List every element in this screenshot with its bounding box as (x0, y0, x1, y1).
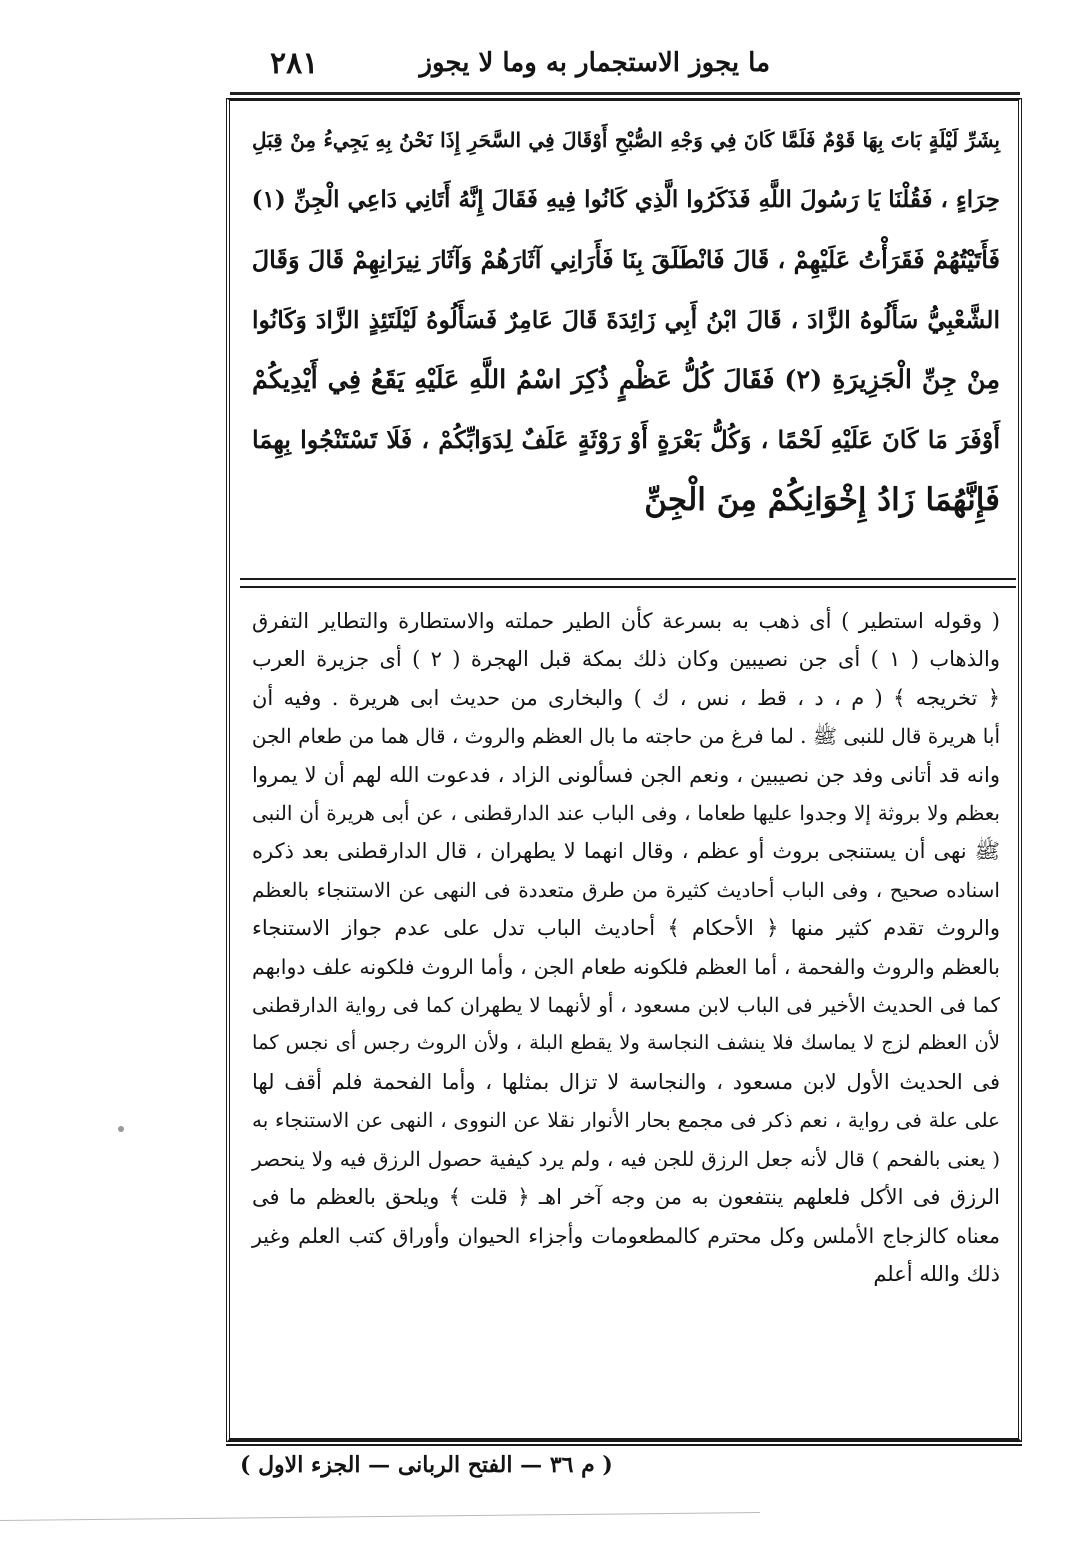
commentary-line: ﷺ نهى أن يستنجى بروث أو عظم ، وقال انهما لا يطهران ، قال الدارقطنى بعد ذكره (252, 839, 1000, 864)
commentary-line: اسناده صحيح ، وفى الباب أحاديث كثيرة من طرق متعددة فى النهى عن الاستنجاء بالعظم (252, 877, 1000, 902)
commentary-line: ﴿ تخريجه ﴾ ( م ، د ، قط ، نس ، ك ) والبخارى من حديث ابى هريرة . وفيه أن (252, 685, 1000, 710)
commentary-line: أبا هريرة قال للنبى ﷺ . لما فرغ من حاجته ما بال العظم والروث ، قال هما من طعام الجن (251, 724, 1000, 749)
commentary-line: الرزق فى الأكل فلعلهم ينتفعون به من وجه آخر اهـ ﴿ قلت ﴾ ويلحق بالعظم ما فى (252, 1185, 1000, 1210)
commentary-line: على علة فى رواية ، نعم ذكر فى مجمع بحار الأنوار نقلا عن النووى ، النهى عن الاستنجاء به (252, 1108, 1000, 1133)
commentary-line: والروث تقدم كثير منها ﴿ الأحكام ﴾ أحاديث الباب تدل على عدم جواز الاستنجاء (252, 916, 1000, 941)
commentary-line: والذهاب ( ١ ) أى جن نصيبين وكان ذلك بمكة قبل الهجرة ( ٢ ) أى جزيرة العرب (252, 647, 1000, 672)
commentary-line: بعظم ولا بروثة إلا وجدوا عليها طعاما ، وفى الباب عند الدارقطنى ، عن أبى هريرة أن النبى (252, 801, 1000, 826)
commentary-line: ( وقوله استطير ) أى ذهب به بسرعة كأن الطير حملته والاستطارة والتطاير التفرق (252, 609, 1000, 633)
hadith-line: بِشَرِّ لَيْلَةٍ بَاتَ بِهَا قَوْمٌ فَلَمَّا كَانَ فِي وَجْهِ الصُّبْحِ أَوْقَالَ فِي السَّحَرِ إِذَا نَحْنُ بِهِ يَجِيءُ مِنْ قِبَلِ (252, 128, 1000, 152)
hadith-line: حِرَاءٍ ، فَقُلْنَا يَا رَسُولَ اللَّهِ فَذَكَرُوا الَّذِي كَانُوا فِيهِ فَقَالَ إِنَّهُ أَتَانِي دَاعِي الْجِنِّ (١) (251, 186, 1000, 213)
commentary-line: ( يعنى بالفحم ) قال لأنه جعل الرزق للجن فيه ، ولم يرد كيفية حصول الرزق فيه ولا ينحصر (252, 1146, 1000, 1171)
bottom-rule (226, 1444, 1022, 1446)
commentary-line: فى الحديث الأول لابن مسعود ، والنجاسة لا تزال بمثلها ، وأما الفحمة فلم أقف لها (252, 1069, 1000, 1094)
commentary-line: لأن العظم لزج لا يماسك فلا ينشف النجاسة ولا يقطع البلة ، ولأن الروث رجس أى نجس كما (252, 1031, 1000, 1055)
hadith-line: أَوْفَرَ مَا كَانَ عَلَيْهِ لَحْمًا ، وَكُلُّ بَعْرَةٍ أَوْ رَوْثَةٍ عَلَفٌ لِدَوَابِّكُمْ ، فَلَا تَسْتَنْجُوا بِهِمَا (252, 425, 1000, 454)
commentary-text (252, 602, 1000, 1293)
signature-line: ( م ٣٦ — الفتح الربانى — الجزء الاول ) (240, 1452, 613, 1478)
hadith-line: الشَّعْبِيُّ سَأَلُوهُ الزَّادَ ، قَالَ ابْنُ أَبِي زَائِدَةَ قَالَ عَامِرٌ فَسَأَلُوهُ لَيْلَتَئِذٍ الزَّادَ وَكَانُوا (252, 306, 1000, 334)
running-title: ما يجوز الاستجمار به وما لا يجوز (419, 48, 770, 78)
scan-artifact-dot (118, 1126, 124, 1132)
hadith-line: فَإِنَّهُمَا زَادُ إِخْوَانِكُمْ مِنَ الْجِنِّ (644, 482, 1000, 518)
commentary-line: بالعظم والروث والفحمة ، أما العظم فلكونه طعام الجن ، وأما الروث فلكونه علف دوابهم (252, 954, 1000, 979)
commentary-line: ذلك والله أعلم (873, 1261, 1000, 1286)
hadith-line: فَأَتَيْتُهُمْ فَقَرَأْتُ عَلَيْهِمْ ، قَالَ فَانْطَلَقَ بِنَا فَأَرَانِي آثَارَهُمْ وَآثَارَ نِيرَانِهِمْ قَالَ وَقَالَ (251, 245, 1000, 274)
scan-artifact-line (0, 1512, 760, 1521)
page-header (230, 40, 1010, 90)
commentary-line: وانه قد أتانى وفد جن نصيبين ، ونعم الجن فسألونى الزاد ، فدعوت الله لهم أن لا يمروا (252, 762, 1000, 787)
header-rule (230, 92, 1020, 95)
page-number: ٢٨١ (270, 46, 319, 81)
commentary-line: كما فى الحديث الأخير فى الباب لابن مسعود ، أو لأنهما لا يطهران كما فى رواية الدارقطنى (252, 993, 1000, 1018)
hadith-text (252, 110, 1000, 530)
commentary-line: معناه كالزجاج الأملس وكل محترم كالمطعومات وأجزاء الحيوان وأوراق كتب العلم وغير (252, 1223, 1000, 1248)
hadith-line: مِنْ جِنِّ الْجَزِيرَةِ (٢) فَقَالَ كُلُّ عَظْمٍ ذُكِرَ اسْمُ اللَّهِ عَلَيْهِ يَقَعُ فِي أَيْدِيكُمْ (252, 365, 1000, 395)
text-commentary-separator (240, 578, 1016, 588)
